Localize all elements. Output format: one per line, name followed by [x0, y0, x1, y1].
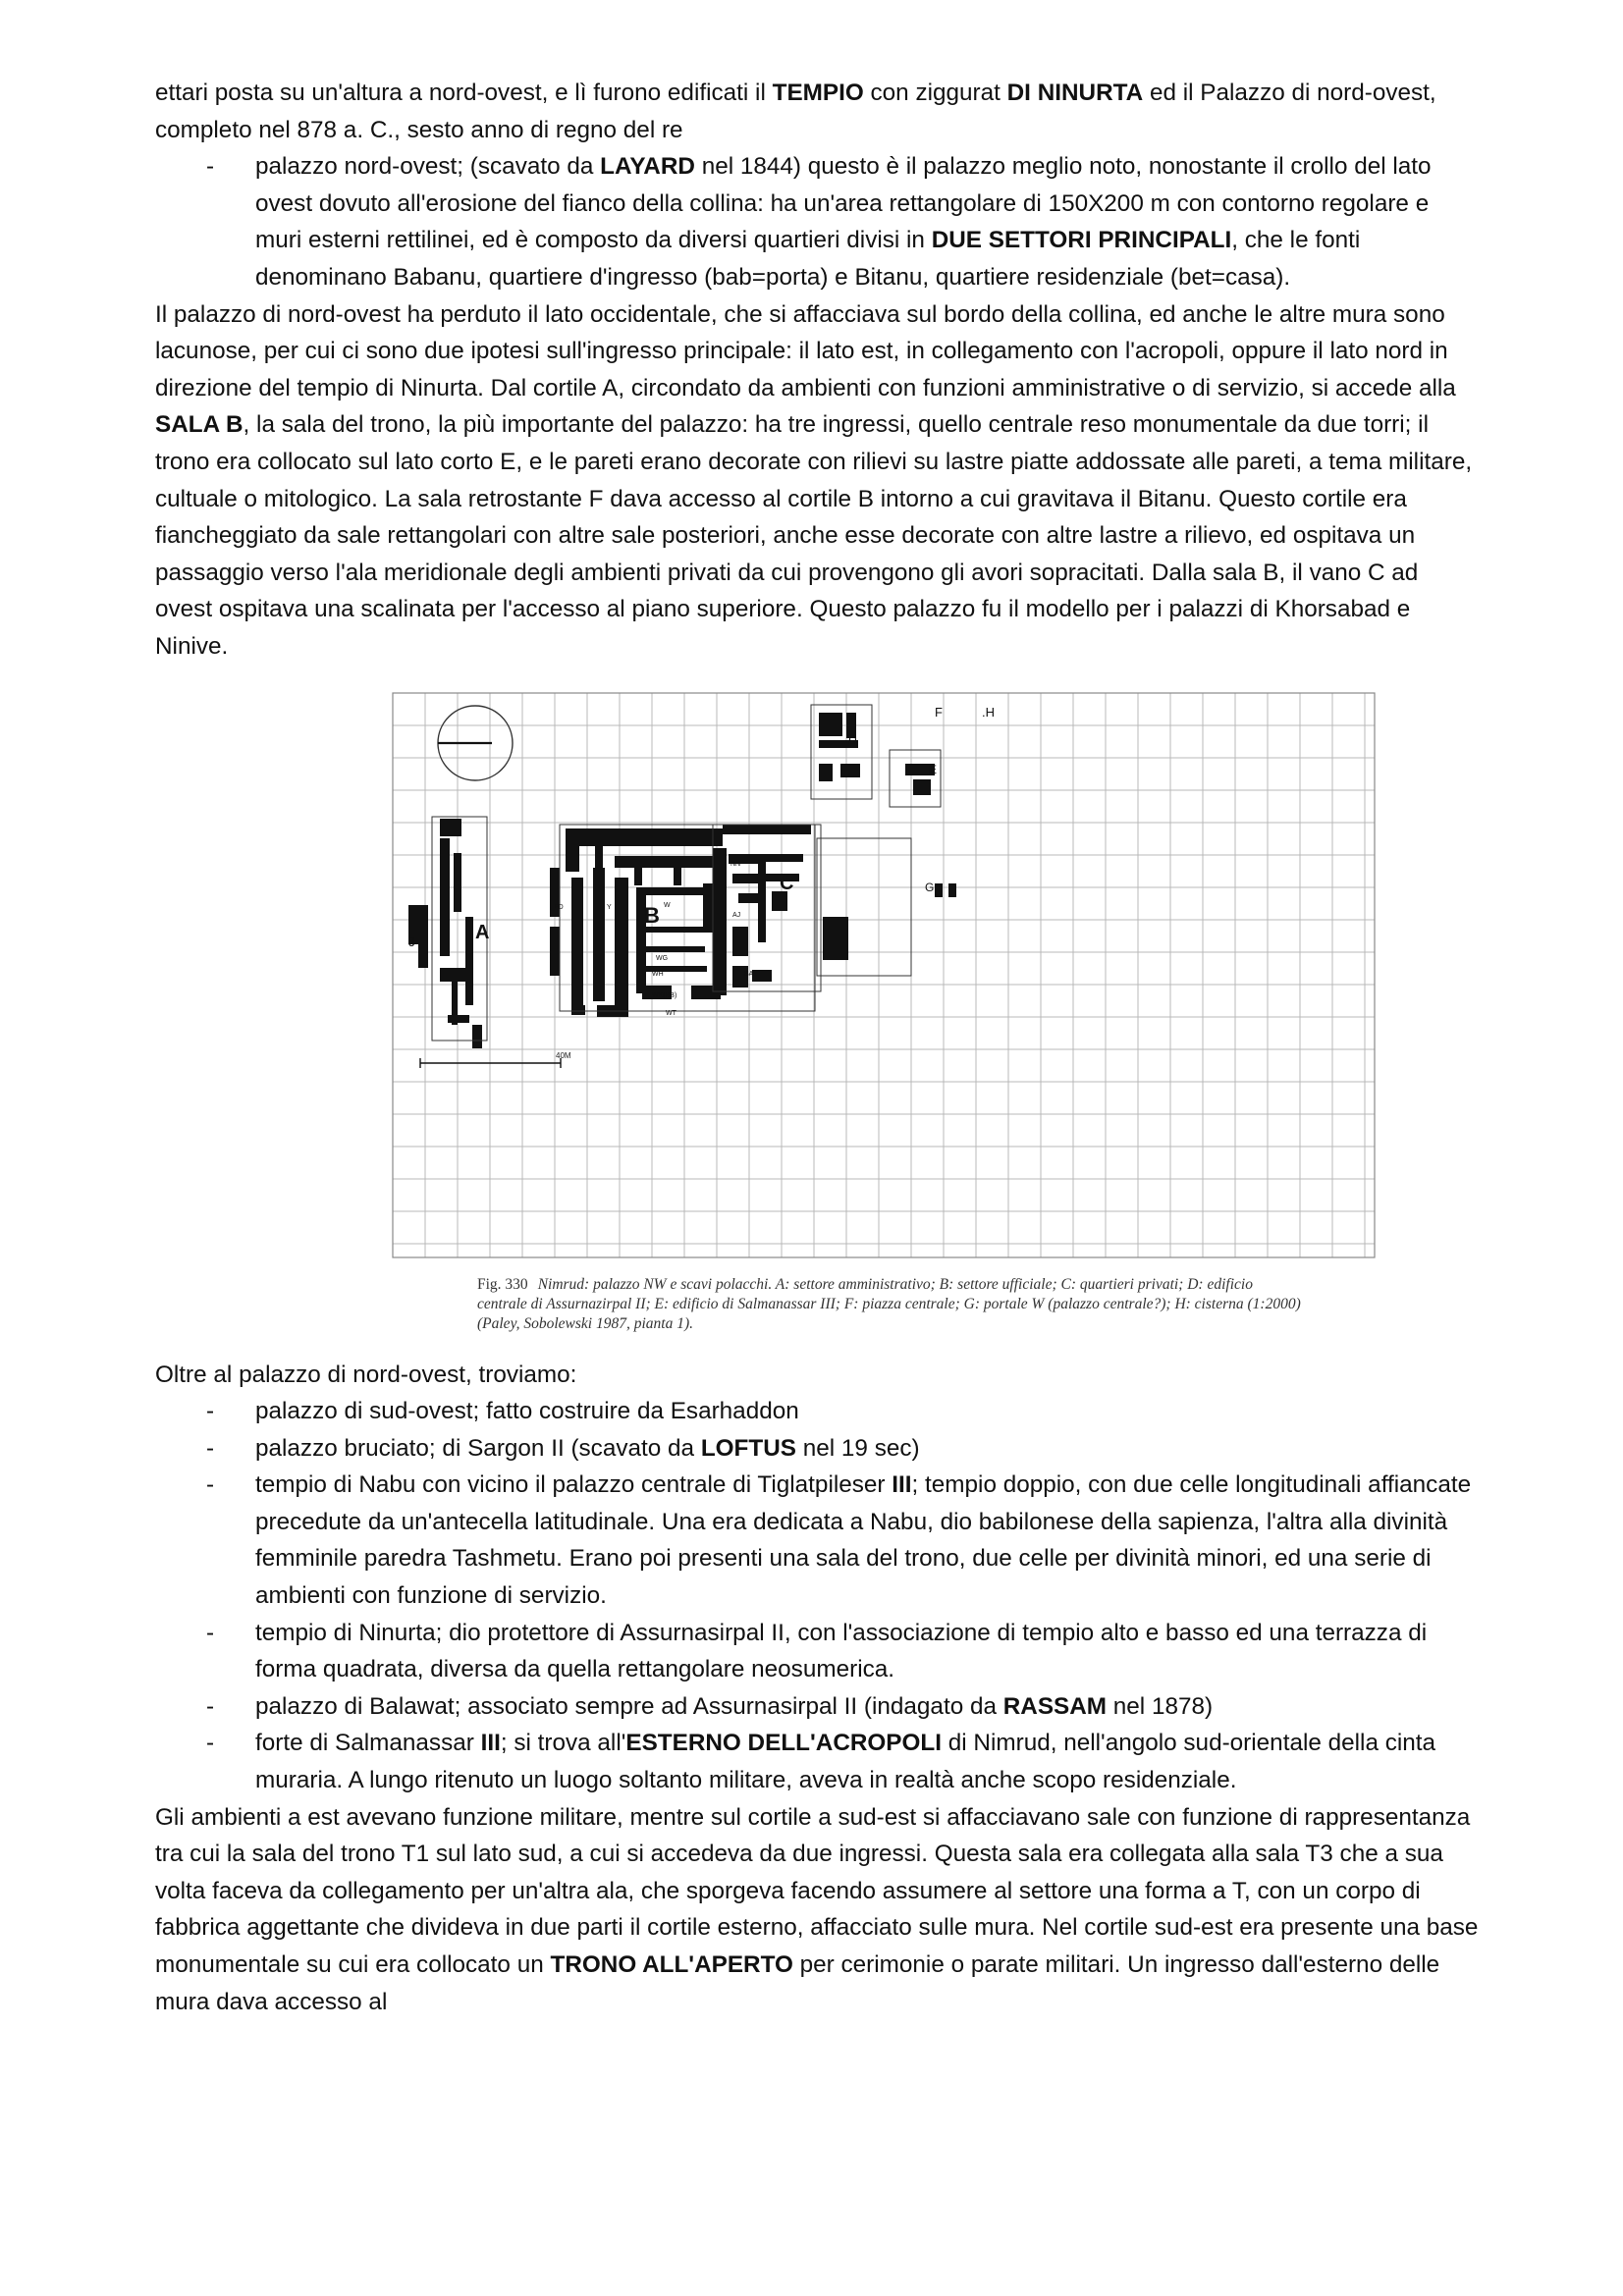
text-run: con ziggurat	[863, 80, 1007, 106]
text-run: , la sala del trono, la più importante del palazzo: ha tre ingressi, quello centrale reso monumentale da due torri; il trono era collocato sul lato corto E, e le pareti erano decorate con rilievi su lastre piatte addossate alle pareti, a tema militare, cultuale o mitologico. La sala retrostante F dava accesso al cortile B intorno a cui gravitava il Bitanu. Questo cortile era fiancheggiato da sale rettangolari con altre sale posteriori, anche esse decorate con altre lastre a rilievo, ed ospitava un passaggio verso l'ala meridionale degli ambienti privati da cui provengono gli avori sopracitati. Dalla sala B, il vano C ad ovest ospitava una scalinata per l'accesso al piano superiore. Questo palazzo fu il modello per i palazzi di Khorsabad e Ninive.	[155, 411, 1473, 660]
site-plan-drawing	[379, 681, 1390, 1270]
label-G: G	[925, 880, 935, 894]
text-run: Gli ambienti a est avevano funzione militare, mentre sul cortile a sud-est si affacciavano sale con funzione di rappresentanza tra cui la sala del trono T1 sul lato sud, a cui si accedeva da due ingressi. Questa sala era collegata alla sala T3 che a sua volta faceva da collegamento per un'altra ala, che sporgeva facendo assumere al settore una forma a T, con un corpo di fabbrica aggettante che divideva in due parti il cortile esterno, affacciato sulle mura. Nel cortile sud-est era presente una base monumentale su cui era collocato un	[155, 1803, 1479, 1978]
text-run: palazzo di Balawat; associato sempre ad Assurnasirpal II (indagato da	[255, 1692, 1003, 1720]
label-H: .H	[982, 704, 995, 720]
list-item	[155, 1725, 1481, 1798]
list-item	[155, 1688, 1481, 1726]
text-run: ; si trova all'	[500, 1730, 626, 1757]
text-run: Il palazzo di nord-ovest ha perduto il lato occidentale, che si affacciava sul bordo della collina, ed anche le altre mura sono lacunose, per cui ci sono due ipotesi sull'ingresso principale: il lato est, in collegamento con l'acropoli, oppure il lato nord in direzione del tempio di Ninurta. Dal cortile A, circondato da ambienti con funzioni amministrative o di servizio, si accede alla	[155, 300, 1456, 401]
figure-caption	[477, 1275, 1302, 1334]
text-run: tempio di Nabu con vicino il palazzo centrale di Tiglatpileser	[255, 1471, 893, 1499]
palace-walls	[408, 713, 956, 1048]
scale-label: 40M	[556, 1050, 571, 1060]
room-W: W	[664, 901, 671, 909]
list-other-buildings	[155, 1393, 1481, 1799]
room-ED: ED	[554, 903, 564, 911]
text-run: nel 19 sec)	[796, 1434, 920, 1462]
bold-text: TRONO ALL'APERTO	[550, 1951, 793, 1978]
list-item	[155, 1467, 1481, 1614]
bold-text: DUE SETTORI PRINCIPALI	[931, 227, 1232, 254]
list-item	[155, 1393, 1481, 1430]
text-run: ; tempio doppio, con due celle longitudinali affiancate precedute da un'antecella latitudinale. Una era dedicata a Nabu, dio babilonese della sapienza, l'altra alla divinità femminile paredra Tashmetu. Erano poi presenti una sala del trono, due celle per divinità minori, ed una serie di ambienti con funzione di servizio.	[255, 1471, 1472, 1610]
bold-text: DI NINURTA	[1006, 80, 1144, 106]
text-run: nel 1844) questo è il palazzo meglio noto, nonostante il crollo del lato ovest dovuto all'erosione del fianco della collina: ha un'area rettangolare di 150X200 m con contorno regolare e muri esterni rettilinei, ed è composto da diversi quartieri divisi in	[255, 153, 1432, 254]
label-C: C	[780, 872, 794, 894]
room-WK: WK(BB)	[652, 991, 677, 999]
text-run: ettari posta su un'altura a nord-ovest, e lì furono edificati il	[155, 80, 773, 106]
bold-text: ESTERNO DELL'ACROPOLI	[625, 1730, 943, 1757]
bold-text: III	[892, 1471, 912, 1499]
text-run: forte di Salmanassar	[255, 1730, 481, 1757]
bold-text: SALA B	[155, 411, 243, 439]
list-item	[155, 1430, 1481, 1468]
bold-text: III	[480, 1730, 501, 1757]
list-item	[155, 148, 1481, 295]
text-run: palazzo bruciato; di Sargon II (scavato da	[255, 1434, 701, 1462]
room-AJ: AJ	[732, 911, 741, 919]
bold-text: LAYARD	[600, 153, 695, 181]
list-northwest-palace	[155, 148, 1481, 295]
text-run: ed il Palazzo di nord-ovest, completo nel 878 a. C., sesto anno di regno del re	[155, 80, 1436, 143]
scale-bar	[420, 1051, 571, 1068]
text-run: nel 1878)	[1107, 1692, 1214, 1720]
text-run: Oltre al palazzo di nord-ovest, troviamo:	[155, 1361, 577, 1388]
bold-text: LOFTUS	[700, 1434, 796, 1462]
text-run: palazzo nord-ovest; (scavato da	[255, 153, 601, 181]
text-run: per cerimonie o parate militari. Un ingresso dall'esterno delle mura dava accesso al	[155, 1951, 1440, 2015]
room-SA: SA	[744, 970, 754, 978]
text-run: palazzo di sud-ovest; fatto costruire da Esarhaddon	[255, 1398, 799, 1425]
text-run: , che le fonti denominano Babanu, quartiere d'ingresso (bab=porta) e Bitanu, quartiere residenziale (bet=casa).	[255, 227, 1361, 291]
room-Y: Y	[607, 903, 612, 911]
label-D: D	[848, 732, 857, 747]
bold-text: TEMPIO	[772, 80, 864, 106]
north-arrow-icon	[438, 706, 513, 780]
room-WT: WT	[666, 1009, 676, 1017]
label-J: J	[408, 933, 415, 949]
paragraph-fort-description	[155, 1799, 1481, 2021]
paragraph-palace-description	[155, 296, 1481, 666]
room-WH: WH	[652, 970, 664, 978]
label-A: A	[475, 921, 490, 943]
list-item	[155, 1615, 1481, 1688]
label-B: B	[644, 902, 660, 928]
bold-text: RASSAM	[1002, 1692, 1108, 1720]
figure-nimrud-plan	[379, 681, 1390, 1357]
caption-label: Fig. 330	[477, 1275, 528, 1293]
room-NN: NN	[730, 860, 741, 868]
label-E: E	[929, 762, 938, 776]
label-F: F	[935, 704, 943, 720]
document-page	[155, 75, 1481, 2020]
text-run: di Nimrud, nell'angolo sud-orientale della cinta muraria. A lungo ritenuto un luogo soltanto militare, aveva in realtà anche scopo residenziale.	[255, 1730, 1436, 1794]
caption-text: Nimrud: palazzo NW e scavi polacchi. A: settore amministrativo; B: settore ufficiale; C: quartieri privati; D: edificio centrale di Assurnazirpal II; E: edificio di Salmanassar III; F: piazza centrale; G: portale W (palazzo centrale?); H: cisterna (1:2000) (Paley, Sobolewski 1987, pianta 1).	[477, 1275, 1301, 1332]
paragraph-other-sites	[155, 1357, 1481, 1394]
room-WG: WG	[656, 954, 669, 962]
text-run: tempio di Ninurta; dio protettore di Assurnasirpal II, con l'associazione di tempio alto e basso ed una terrazza di forma quadrata, diversa da quella rettangolare neosumerica.	[255, 1619, 1428, 1683]
paragraph-intro	[155, 75, 1481, 148]
